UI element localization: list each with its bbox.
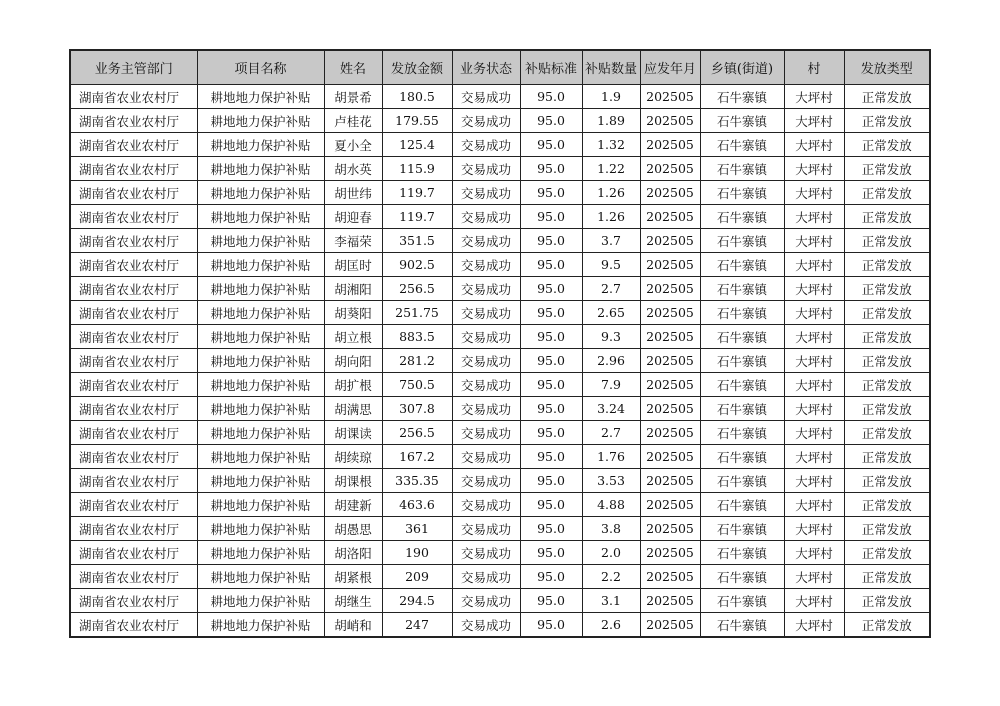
cell-subsidy-standard[interactable]: 95.0	[520, 493, 582, 517]
table-row[interactable]	[70, 541, 930, 565]
cell-status[interactable]: 交易成功	[452, 469, 520, 493]
header-issue-month[interactable]: 应发年月	[640, 50, 700, 85]
cell-village[interactable]: 大坪村	[784, 181, 844, 205]
cell-issue-type[interactable]: 正常发放	[844, 157, 930, 181]
cell-amount[interactable]: 251.75	[382, 301, 452, 325]
cell-name[interactable]: 李福荣	[324, 229, 382, 253]
cell-issue-month[interactable]: 202505	[640, 109, 700, 133]
cell-project-name[interactable]: 耕地地力保护补贴	[197, 325, 324, 349]
cell-status[interactable]: 交易成功	[452, 109, 520, 133]
cell-village[interactable]: 大坪村	[784, 349, 844, 373]
cell-issue-type[interactable]: 正常发放	[844, 205, 930, 229]
cell-township[interactable]: 石牛寨镇	[700, 133, 784, 157]
cell-subsidy-standard[interactable]: 95.0	[520, 277, 582, 301]
cell-subsidy-standard[interactable]: 95.0	[520, 445, 582, 469]
cell-name[interactable]: 胡满思	[324, 397, 382, 421]
table-row[interactable]	[70, 517, 930, 541]
cell-status[interactable]: 交易成功	[452, 421, 520, 445]
cell-name[interactable]: 卢桂花	[324, 109, 382, 133]
cell-name[interactable]: 胡扩根	[324, 373, 382, 397]
cell-subsidy-quantity[interactable]: 3.8	[582, 517, 640, 541]
header-name[interactable]: 姓名	[324, 50, 382, 85]
header-village[interactable]: 村	[784, 50, 844, 85]
cell-subsidy-quantity[interactable]: 2.0	[582, 541, 640, 565]
table-body	[70, 85, 930, 638]
cell-subsidy-standard[interactable]: 95.0	[520, 517, 582, 541]
cell-village[interactable]: 大坪村	[784, 397, 844, 421]
cell-subsidy-standard[interactable]: 95.0	[520, 301, 582, 325]
cell-village[interactable]: 大坪村	[784, 133, 844, 157]
cell-subsidy-quantity[interactable]: 1.32	[582, 133, 640, 157]
cell-department[interactable]: 湖南省农业农村厅	[70, 469, 197, 493]
cell-project-name[interactable]: 耕地地力保护补贴	[197, 469, 324, 493]
cell-status[interactable]: 交易成功	[452, 349, 520, 373]
cell-name[interactable]: 胡紧根	[324, 565, 382, 589]
cell-department[interactable]: 湖南省农业农村厅	[70, 109, 197, 133]
cell-subsidy-standard[interactable]: 95.0	[520, 373, 582, 397]
cell-issue-month[interactable]: 202505	[640, 589, 700, 613]
cell-village[interactable]: 大坪村	[784, 469, 844, 493]
cell-village[interactable]: 大坪村	[784, 325, 844, 349]
table-row[interactable]	[70, 205, 930, 229]
cell-village[interactable]: 大坪村	[784, 541, 844, 565]
cell-project-name[interactable]: 耕地地力保护补贴	[197, 205, 324, 229]
table-row[interactable]	[70, 253, 930, 277]
cell-village[interactable]: 大坪村	[784, 277, 844, 301]
cell-amount[interactable]: 119.7	[382, 205, 452, 229]
cell-name[interactable]: 胡愚思	[324, 517, 382, 541]
cell-subsidy-standard[interactable]: 95.0	[520, 397, 582, 421]
cell-department[interactable]: 湖南省农业农村厅	[70, 349, 197, 373]
cell-subsidy-quantity[interactable]: 1.89	[582, 109, 640, 133]
cell-subsidy-quantity[interactable]: 2.96	[582, 349, 640, 373]
cell-issue-month[interactable]: 202505	[640, 229, 700, 253]
cell-name[interactable]: 胡继生	[324, 589, 382, 613]
cell-department[interactable]: 湖南省农业农村厅	[70, 541, 197, 565]
cell-amount[interactable]: 361	[382, 517, 452, 541]
cell-issue-type[interactable]: 正常发放	[844, 181, 930, 205]
cell-subsidy-quantity[interactable]: 3.53	[582, 469, 640, 493]
cell-amount[interactable]: 256.5	[382, 421, 452, 445]
table-row[interactable]	[70, 565, 930, 589]
cell-village[interactable]: 大坪村	[784, 109, 844, 133]
cell-subsidy-quantity[interactable]: 2.2	[582, 565, 640, 589]
cell-issue-type[interactable]: 正常发放	[844, 613, 930, 638]
cell-village[interactable]: 大坪村	[784, 157, 844, 181]
cell-subsidy-standard[interactable]: 95.0	[520, 133, 582, 157]
cell-project-name[interactable]: 耕地地力保护补贴	[197, 229, 324, 253]
cell-issue-type[interactable]: 正常发放	[844, 325, 930, 349]
cell-subsidy-quantity[interactable]: 3.24	[582, 397, 640, 421]
cell-township[interactable]: 石牛寨镇	[700, 301, 784, 325]
cell-issue-month[interactable]: 202505	[640, 517, 700, 541]
cell-subsidy-standard[interactable]: 95.0	[520, 421, 582, 445]
cell-issue-type[interactable]: 正常发放	[844, 445, 930, 469]
cell-township[interactable]: 石牛寨镇	[700, 421, 784, 445]
cell-subsidy-standard[interactable]: 95.0	[520, 589, 582, 613]
cell-name[interactable]: 夏小全	[324, 133, 382, 157]
cell-village[interactable]: 大坪村	[784, 229, 844, 253]
cell-department[interactable]: 湖南省农业农村厅	[70, 373, 197, 397]
cell-amount[interactable]: 190	[382, 541, 452, 565]
cell-village[interactable]: 大坪村	[784, 589, 844, 613]
table-row[interactable]	[70, 613, 930, 638]
cell-issue-type[interactable]: 正常发放	[844, 493, 930, 517]
cell-amount[interactable]: 902.5	[382, 253, 452, 277]
cell-subsidy-standard[interactable]: 95.0	[520, 205, 582, 229]
cell-name[interactable]: 胡峭和	[324, 613, 382, 638]
header-status[interactable]: 业务状态	[452, 50, 520, 85]
cell-name[interactable]: 胡湘阳	[324, 277, 382, 301]
cell-village[interactable]: 大坪村	[784, 565, 844, 589]
subsidy-sheet	[69, 49, 931, 638]
cell-issue-type[interactable]: 正常发放	[844, 565, 930, 589]
cell-name[interactable]: 胡向阳	[324, 349, 382, 373]
cell-township[interactable]: 石牛寨镇	[700, 349, 784, 373]
table-row[interactable]	[70, 301, 930, 325]
header-issue-type[interactable]: 发放类型	[844, 50, 930, 85]
cell-status[interactable]: 交易成功	[452, 445, 520, 469]
cell-amount[interactable]: 209	[382, 565, 452, 589]
cell-status[interactable]: 交易成功	[452, 493, 520, 517]
cell-name[interactable]: 胡建新	[324, 493, 382, 517]
cell-township[interactable]: 石牛寨镇	[700, 181, 784, 205]
cell-subsidy-quantity[interactable]: 2.6	[582, 613, 640, 638]
cell-project-name[interactable]: 耕地地力保护补贴	[197, 589, 324, 613]
cell-project-name[interactable]: 耕地地力保护补贴	[197, 349, 324, 373]
cell-status[interactable]: 交易成功	[452, 205, 520, 229]
cell-issue-type[interactable]: 正常发放	[844, 397, 930, 421]
cell-amount[interactable]: 179.55	[382, 109, 452, 133]
cell-department[interactable]: 湖南省农业农村厅	[70, 613, 197, 638]
table-row[interactable]	[70, 229, 930, 253]
cell-project-name[interactable]: 耕地地力保护补贴	[197, 421, 324, 445]
cell-department[interactable]: 湖南省农业农村厅	[70, 205, 197, 229]
cell-issue-month[interactable]: 202505	[640, 253, 700, 277]
cell-subsidy-quantity[interactable]: 1.26	[582, 205, 640, 229]
cell-subsidy-standard[interactable]: 95.0	[520, 325, 582, 349]
cell-township[interactable]: 石牛寨镇	[700, 541, 784, 565]
header-subsidy-standard[interactable]: 补贴标准	[520, 50, 582, 85]
cell-township[interactable]: 石牛寨镇	[700, 373, 784, 397]
cell-issue-month[interactable]: 202505	[640, 373, 700, 397]
cell-township[interactable]: 石牛寨镇	[700, 613, 784, 638]
table-row[interactable]	[70, 493, 930, 517]
cell-issue-month[interactable]: 202505	[640, 613, 700, 638]
cell-department[interactable]: 湖南省农业农村厅	[70, 565, 197, 589]
table-row[interactable]	[70, 397, 930, 421]
table-row[interactable]	[70, 589, 930, 613]
cell-name[interactable]: 胡迎春	[324, 205, 382, 229]
cell-department[interactable]: 湖南省农业农村厅	[70, 397, 197, 421]
cell-issue-type[interactable]: 正常发放	[844, 517, 930, 541]
cell-township[interactable]: 石牛寨镇	[700, 205, 784, 229]
cell-name[interactable]: 胡景希	[324, 85, 382, 109]
cell-issue-type[interactable]: 正常发放	[844, 253, 930, 277]
cell-project-name[interactable]: 耕地地力保护补贴	[197, 517, 324, 541]
cell-department[interactable]: 湖南省农业农村厅	[70, 229, 197, 253]
cell-township[interactable]: 石牛寨镇	[700, 445, 784, 469]
cell-department[interactable]: 湖南省农业农村厅	[70, 589, 197, 613]
header-township[interactable]: 乡镇(街道)	[700, 50, 784, 85]
header-amount[interactable]: 发放金额	[382, 50, 452, 85]
cell-subsidy-standard[interactable]: 95.0	[520, 541, 582, 565]
cell-issue-month[interactable]: 202505	[640, 445, 700, 469]
cell-project-name[interactable]: 耕地地力保护补贴	[197, 301, 324, 325]
table-row[interactable]	[70, 349, 930, 373]
cell-amount[interactable]: 750.5	[382, 373, 452, 397]
cell-project-name[interactable]: 耕地地力保护补贴	[197, 565, 324, 589]
cell-issue-month[interactable]: 202505	[640, 349, 700, 373]
cell-department[interactable]: 湖南省农业农村厅	[70, 445, 197, 469]
cell-amount[interactable]: 335.35	[382, 469, 452, 493]
cell-department[interactable]: 湖南省农业农村厅	[70, 85, 197, 109]
subsidy-table	[69, 49, 931, 638]
cell-township[interactable]: 石牛寨镇	[700, 589, 784, 613]
cell-status[interactable]: 交易成功	[452, 133, 520, 157]
cell-subsidy-quantity[interactable]: 3.1	[582, 589, 640, 613]
cell-amount[interactable]: 307.8	[382, 397, 452, 421]
cell-issue-month[interactable]: 202505	[640, 325, 700, 349]
cell-issue-type[interactable]: 正常发放	[844, 541, 930, 565]
cell-issue-month[interactable]: 202505	[640, 565, 700, 589]
cell-subsidy-quantity[interactable]: 1.26	[582, 181, 640, 205]
cell-project-name[interactable]: 耕地地力保护补贴	[197, 253, 324, 277]
cell-name[interactable]: 胡葵阳	[324, 301, 382, 325]
cell-status[interactable]: 交易成功	[452, 373, 520, 397]
table-row[interactable]	[70, 445, 930, 469]
table-row[interactable]	[70, 373, 930, 397]
cell-subsidy-standard[interactable]: 95.0	[520, 253, 582, 277]
cell-department[interactable]: 湖南省农业农村厅	[70, 493, 197, 517]
table-row[interactable]	[70, 181, 930, 205]
cell-township[interactable]: 石牛寨镇	[700, 85, 784, 109]
cell-project-name[interactable]: 耕地地力保护补贴	[197, 373, 324, 397]
cell-name[interactable]: 胡课读	[324, 421, 382, 445]
cell-village[interactable]: 大坪村	[784, 253, 844, 277]
cell-name[interactable]: 胡世纬	[324, 181, 382, 205]
cell-village[interactable]: 大坪村	[784, 205, 844, 229]
cell-project-name[interactable]: 耕地地力保护补贴	[197, 181, 324, 205]
cell-status[interactable]: 交易成功	[452, 181, 520, 205]
cell-amount[interactable]: 883.5	[382, 325, 452, 349]
cell-amount[interactable]: 463.6	[382, 493, 452, 517]
cell-subsidy-quantity[interactable]: 3.7	[582, 229, 640, 253]
cell-department[interactable]: 湖南省农业农村厅	[70, 325, 197, 349]
cell-department[interactable]: 湖南省农业农村厅	[70, 253, 197, 277]
cell-issue-type[interactable]: 正常发放	[844, 277, 930, 301]
cell-township[interactable]: 石牛寨镇	[700, 325, 784, 349]
cell-status[interactable]: 交易成功	[452, 541, 520, 565]
cell-name[interactable]: 胡续琼	[324, 445, 382, 469]
cell-project-name[interactable]: 耕地地力保护补贴	[197, 397, 324, 421]
cell-subsidy-standard[interactable]: 95.0	[520, 109, 582, 133]
cell-status[interactable]: 交易成功	[452, 277, 520, 301]
cell-issue-type[interactable]: 正常发放	[844, 589, 930, 613]
table-row[interactable]	[70, 157, 930, 181]
cell-subsidy-quantity[interactable]: 1.22	[582, 157, 640, 181]
cell-name[interactable]: 胡匡时	[324, 253, 382, 277]
cell-township[interactable]: 石牛寨镇	[700, 517, 784, 541]
cell-township[interactable]: 石牛寨镇	[700, 277, 784, 301]
cell-status[interactable]: 交易成功	[452, 229, 520, 253]
cell-village[interactable]: 大坪村	[784, 517, 844, 541]
header-subsidy-quantity[interactable]: 补贴数量	[582, 50, 640, 85]
cell-department[interactable]: 湖南省农业农村厅	[70, 277, 197, 301]
cell-issue-type[interactable]: 正常发放	[844, 85, 930, 109]
cell-project-name[interactable]: 耕地地力保护补贴	[197, 157, 324, 181]
cell-status[interactable]: 交易成功	[452, 517, 520, 541]
cell-issue-type[interactable]: 正常发放	[844, 349, 930, 373]
cell-village[interactable]: 大坪村	[784, 373, 844, 397]
cell-subsidy-standard[interactable]: 95.0	[520, 565, 582, 589]
cell-status[interactable]: 交易成功	[452, 613, 520, 638]
cell-township[interactable]: 石牛寨镇	[700, 397, 784, 421]
cell-name[interactable]: 胡立根	[324, 325, 382, 349]
cell-township[interactable]: 石牛寨镇	[700, 493, 784, 517]
cell-subsidy-standard[interactable]: 95.0	[520, 85, 582, 109]
cell-amount[interactable]: 351.5	[382, 229, 452, 253]
table-row[interactable]	[70, 133, 930, 157]
cell-issue-month[interactable]: 202505	[640, 541, 700, 565]
cell-project-name[interactable]: 耕地地力保护补贴	[197, 277, 324, 301]
cell-project-name[interactable]: 耕地地力保护补贴	[197, 133, 324, 157]
cell-status[interactable]: 交易成功	[452, 301, 520, 325]
cell-issue-type[interactable]: 正常发放	[844, 421, 930, 445]
cell-subsidy-standard[interactable]: 95.0	[520, 469, 582, 493]
table-row[interactable]	[70, 325, 930, 349]
cell-department[interactable]: 湖南省农业农村厅	[70, 301, 197, 325]
cell-issue-type[interactable]: 正常发放	[844, 229, 930, 253]
cell-issue-month[interactable]: 202505	[640, 397, 700, 421]
cell-issue-month[interactable]: 202505	[640, 277, 700, 301]
cell-amount[interactable]: 281.2	[382, 349, 452, 373]
cell-department[interactable]: 湖南省农业农村厅	[70, 157, 197, 181]
cell-issue-month[interactable]: 202505	[640, 421, 700, 445]
cell-issue-type[interactable]: 正常发放	[844, 469, 930, 493]
cell-village[interactable]: 大坪村	[784, 493, 844, 517]
cell-township[interactable]: 石牛寨镇	[700, 229, 784, 253]
table-header-row	[70, 50, 930, 85]
cell-project-name[interactable]: 耕地地力保护补贴	[197, 85, 324, 109]
cell-status[interactable]: 交易成功	[452, 157, 520, 181]
table-row[interactable]	[70, 469, 930, 493]
cell-amount[interactable]: 180.5	[382, 85, 452, 109]
cell-issue-type[interactable]: 正常发放	[844, 109, 930, 133]
cell-issue-month[interactable]: 202505	[640, 301, 700, 325]
cell-project-name[interactable]: 耕地地力保护补贴	[197, 493, 324, 517]
cell-department[interactable]: 湖南省农业农村厅	[70, 517, 197, 541]
cell-issue-month[interactable]: 202505	[640, 205, 700, 229]
cell-subsidy-standard[interactable]: 95.0	[520, 229, 582, 253]
cell-amount[interactable]: 247	[382, 613, 452, 638]
cell-name[interactable]: 胡洛阳	[324, 541, 382, 565]
table-row[interactable]	[70, 421, 930, 445]
cell-status[interactable]: 交易成功	[452, 589, 520, 613]
cell-department[interactable]: 湖南省农业农村厅	[70, 133, 197, 157]
header-project-name[interactable]: 项目名称	[197, 50, 324, 85]
cell-subsidy-quantity[interactable]: 2.7	[582, 421, 640, 445]
cell-project-name[interactable]: 耕地地力保护补贴	[197, 109, 324, 133]
cell-subsidy-quantity[interactable]: 1.76	[582, 445, 640, 469]
cell-township[interactable]: 石牛寨镇	[700, 253, 784, 277]
cell-issue-month[interactable]: 202505	[640, 181, 700, 205]
cell-name[interactable]: 胡水英	[324, 157, 382, 181]
cell-subsidy-quantity[interactable]: 2.7	[582, 277, 640, 301]
cell-issue-month[interactable]: 202505	[640, 469, 700, 493]
cell-issue-type[interactable]: 正常发放	[844, 373, 930, 397]
cell-amount[interactable]: 119.7	[382, 181, 452, 205]
cell-project-name[interactable]: 耕地地力保护补贴	[197, 445, 324, 469]
cell-subsidy-quantity[interactable]: 4.88	[582, 493, 640, 517]
cell-subsidy-quantity[interactable]: 9.3	[582, 325, 640, 349]
cell-issue-month[interactable]: 202505	[640, 493, 700, 517]
cell-project-name[interactable]: 耕地地力保护补贴	[197, 541, 324, 565]
cell-status[interactable]: 交易成功	[452, 397, 520, 421]
cell-name[interactable]: 胡课根	[324, 469, 382, 493]
table-row[interactable]	[70, 85, 930, 109]
cell-amount[interactable]: 115.9	[382, 157, 452, 181]
cell-status[interactable]: 交易成功	[452, 565, 520, 589]
cell-department[interactable]: 湖南省农业农村厅	[70, 181, 197, 205]
cell-village[interactable]: 大坪村	[784, 613, 844, 638]
cell-amount[interactable]: 256.5	[382, 277, 452, 301]
cell-issue-month[interactable]: 202505	[640, 133, 700, 157]
cell-subsidy-quantity[interactable]: 9.5	[582, 253, 640, 277]
cell-subsidy-standard[interactable]: 95.0	[520, 157, 582, 181]
cell-subsidy-standard[interactable]: 95.0	[520, 181, 582, 205]
cell-status[interactable]: 交易成功	[452, 325, 520, 349]
cell-village[interactable]: 大坪村	[784, 301, 844, 325]
cell-subsidy-quantity[interactable]: 2.65	[582, 301, 640, 325]
cell-issue-month[interactable]: 202505	[640, 157, 700, 181]
cell-subsidy-standard[interactable]: 95.0	[520, 349, 582, 373]
cell-township[interactable]: 石牛寨镇	[700, 565, 784, 589]
cell-issue-type[interactable]: 正常发放	[844, 133, 930, 157]
cell-department[interactable]: 湖南省农业农村厅	[70, 421, 197, 445]
cell-amount[interactable]: 294.5	[382, 589, 452, 613]
cell-amount[interactable]: 125.4	[382, 133, 452, 157]
cell-subsidy-quantity[interactable]: 1.9	[582, 85, 640, 109]
cell-subsidy-quantity[interactable]: 7.9	[582, 373, 640, 397]
cell-township[interactable]: 石牛寨镇	[700, 109, 784, 133]
table-row[interactable]	[70, 109, 930, 133]
cell-project-name[interactable]: 耕地地力保护补贴	[197, 613, 324, 638]
cell-issue-month[interactable]: 202505	[640, 85, 700, 109]
cell-status[interactable]: 交易成功	[452, 253, 520, 277]
cell-township[interactable]: 石牛寨镇	[700, 469, 784, 493]
cell-amount[interactable]: 167.2	[382, 445, 452, 469]
cell-village[interactable]: 大坪村	[784, 421, 844, 445]
header-department[interactable]: 业务主管部门	[70, 50, 197, 85]
cell-status[interactable]: 交易成功	[452, 85, 520, 109]
table-row[interactable]	[70, 277, 930, 301]
cell-subsidy-standard[interactable]: 95.0	[520, 613, 582, 638]
cell-village[interactable]: 大坪村	[784, 445, 844, 469]
cell-issue-type[interactable]: 正常发放	[844, 301, 930, 325]
cell-village[interactable]: 大坪村	[784, 85, 844, 109]
cell-township[interactable]: 石牛寨镇	[700, 157, 784, 181]
